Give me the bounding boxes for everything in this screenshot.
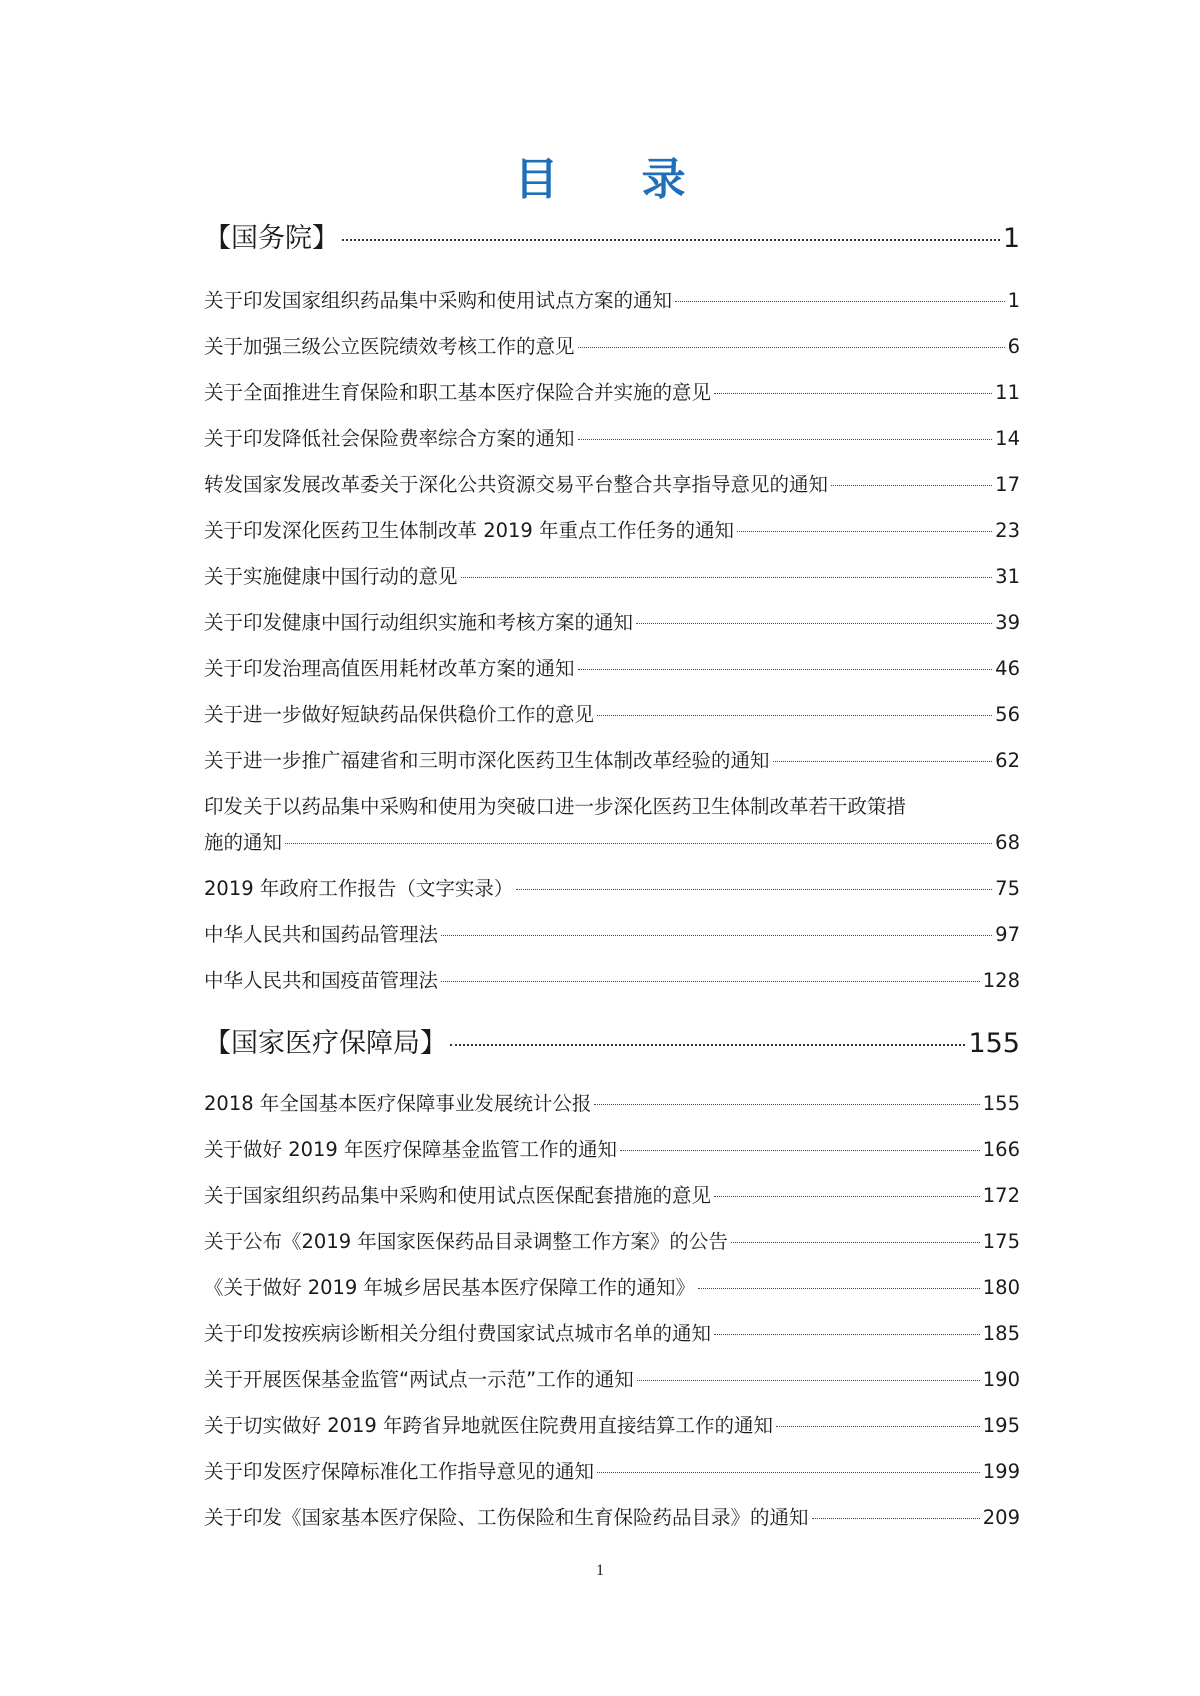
entry-page-number: 185 xyxy=(982,1322,1020,1345)
toc-entry[interactable] xyxy=(204,875,1020,903)
entry-page-number: 56 xyxy=(995,703,1020,726)
dot-leader xyxy=(441,935,992,936)
dot-leader xyxy=(285,843,992,844)
toc-entry[interactable] xyxy=(204,1504,1020,1532)
dot-leader xyxy=(578,439,993,440)
entry-title: 转发国家发展改革委关于深化公共资源交易平台整合共享指导意见的通知 xyxy=(204,473,829,496)
entry-page-number: 11 xyxy=(995,381,1020,404)
toc-entry[interactable] xyxy=(204,701,1020,729)
toc-entry[interactable] xyxy=(204,333,1020,361)
entry-title: 关于印发治理高值医用耗材改革方案的通知 xyxy=(204,657,575,680)
entry-title: 2018 年全国基本医疗保障事业发展统计公报 xyxy=(204,1092,592,1115)
dot-leader xyxy=(714,393,992,394)
dot-leader xyxy=(342,239,1000,241)
entry-page-number: 46 xyxy=(995,657,1020,680)
toc-entry[interactable] xyxy=(204,1090,1020,1118)
toc-entry[interactable] xyxy=(204,379,1020,407)
section-page-number: 155 xyxy=(968,1028,1020,1059)
dot-leader xyxy=(698,1288,980,1289)
toc-entry[interactable] xyxy=(204,1320,1020,1348)
entry-title: 关于印发按疾病诊断相关分组付费国家试点城市名单的通知 xyxy=(204,1322,712,1345)
entry-title: 施的通知 xyxy=(204,831,283,854)
entry-title: 关于印发健康中国行动组织实施和考核方案的通知 xyxy=(204,611,634,634)
entry-title: 关于印发《国家基本医疗保险、工伤保险和生育保险药品目录》的通知 xyxy=(204,1506,809,1529)
dot-leader xyxy=(461,577,993,578)
toc-entry[interactable] xyxy=(204,471,1020,499)
entry-page-number: 17 xyxy=(995,473,1020,496)
entry-page-number: 199 xyxy=(982,1460,1020,1483)
dot-leader xyxy=(637,1380,980,1381)
toc-section-heading[interactable] xyxy=(204,1027,1020,1061)
entry-page-number: 195 xyxy=(982,1414,1020,1437)
entry-title: 关于实施健康中国行动的意见 xyxy=(204,565,458,588)
entry-title: 关于印发国家组织药品集中采购和使用试点方案的通知 xyxy=(204,289,673,312)
dot-leader xyxy=(450,1044,965,1046)
dot-leader xyxy=(831,485,992,486)
toc-entry[interactable] xyxy=(204,1182,1020,1210)
toc-entry[interactable] xyxy=(204,1228,1020,1256)
section-heading-label: 【国家医疗保障局】 xyxy=(204,1028,447,1059)
entry-title: 关于印发降低社会保险费率综合方案的通知 xyxy=(204,427,575,450)
dot-leader xyxy=(594,1104,979,1105)
section-heading-label: 【国务院】 xyxy=(204,223,339,254)
entry-page-number: 166 xyxy=(982,1138,1020,1161)
entry-page-number: 6 xyxy=(1007,335,1020,358)
dot-leader xyxy=(737,531,992,532)
entry-page-number: 175 xyxy=(982,1230,1020,1253)
entry-page-number: 128 xyxy=(982,969,1020,992)
entry-page-number: 1 xyxy=(1007,289,1020,312)
toc-section-heading[interactable] xyxy=(204,222,1020,256)
entry-title: 关于进一步做好短缺药品保供稳价工作的意见 xyxy=(204,703,595,726)
toc-entry[interactable] xyxy=(204,1366,1020,1394)
dot-leader xyxy=(675,301,1005,302)
entry-page-number: 180 xyxy=(982,1276,1020,1299)
entry-page-number: 172 xyxy=(982,1184,1020,1207)
entry-title: 关于加强三级公立医院绩效考核工作的意见 xyxy=(204,335,575,358)
entry-title: 关于进一步推广福建省和三明市深化医药卫生体制改革经验的通知 xyxy=(204,749,770,772)
section-page-number: 1 xyxy=(1002,223,1020,254)
dot-leader xyxy=(636,623,992,624)
footer-page-number: 1 xyxy=(596,1562,604,1579)
entry-title: 关于开展医保基金监管“两试点一示范”工作的通知 xyxy=(204,1368,634,1391)
entry-page-number: 209 xyxy=(982,1506,1020,1529)
entry-title: 关于印发深化医药卫生体制改革 2019 年重点工作任务的通知 xyxy=(204,519,735,542)
entry-page-number: 39 xyxy=(995,611,1020,634)
toc-entry[interactable] xyxy=(204,1136,1020,1164)
dot-leader xyxy=(441,981,980,982)
entry-page-number: 97 xyxy=(995,923,1020,946)
entry-page-number: 68 xyxy=(995,831,1020,854)
entry-title: 关于印发医疗保障标准化工作指导意见的通知 xyxy=(204,1460,595,1483)
toc-entry[interactable] xyxy=(204,287,1020,315)
toc-entry[interactable] xyxy=(204,967,1020,995)
dot-leader xyxy=(597,1472,980,1473)
dot-leader xyxy=(714,1196,980,1197)
toc-entry[interactable] xyxy=(204,563,1020,591)
page-title: 目 录 xyxy=(514,154,720,205)
dot-leader xyxy=(714,1334,980,1335)
entry-title-first-line[interactable]: 印发关于以药品集中采购和使用为突破口进一步深化医药卫生体制改革若干政策措 xyxy=(204,795,907,818)
toc-entry[interactable] xyxy=(204,747,1020,775)
entry-page-number: 23 xyxy=(995,519,1020,542)
toc-entry[interactable] xyxy=(204,1458,1020,1486)
entry-title: 关于全面推进生育保险和职工基本医疗保险合并实施的意见 xyxy=(204,381,712,404)
entry-title: 关于切实做好 2019 年跨省异地就医住院费用直接结算工作的通知 xyxy=(204,1414,774,1437)
toc-entry[interactable] xyxy=(204,1274,1020,1302)
dot-leader xyxy=(578,669,993,670)
dot-leader xyxy=(578,347,1005,348)
toc-entry[interactable] xyxy=(204,517,1020,545)
entry-page-number: 155 xyxy=(982,1092,1020,1115)
dot-leader xyxy=(597,715,992,716)
entry-page-number: 62 xyxy=(995,749,1020,772)
entry-title: 《关于做好 2019 年城乡居民基本医疗保障工作的通知》 xyxy=(204,1276,696,1299)
dot-leader xyxy=(620,1150,980,1151)
entry-title: 中华人民共和国疫苗管理法 xyxy=(204,969,439,992)
entry-page-number: 75 xyxy=(995,877,1020,900)
entry-title: 中华人民共和国药品管理法 xyxy=(204,923,439,946)
entry-page-number: 14 xyxy=(995,427,1020,450)
entry-title: 关于做好 2019 年医疗保障基金监管工作的通知 xyxy=(204,1138,618,1161)
toc-entry[interactable] xyxy=(204,609,1020,637)
toc-entry[interactable] xyxy=(204,921,1020,949)
toc-entry[interactable] xyxy=(204,655,1020,683)
entry-title: 关于公布《2019 年国家医保药品目录调整工作方案》的公告 xyxy=(204,1230,728,1253)
dot-leader xyxy=(812,1518,980,1519)
entry-title: 关于国家组织药品集中采购和使用试点医保配套措施的意见 xyxy=(204,1184,712,1207)
dot-leader xyxy=(731,1242,980,1243)
entry-page-number: 190 xyxy=(982,1368,1020,1391)
toc-entry[interactable] xyxy=(204,425,1020,453)
entry-page-number: 31 xyxy=(995,565,1020,588)
dot-leader xyxy=(516,889,992,890)
dot-leader xyxy=(773,761,993,762)
toc-entry[interactable] xyxy=(204,829,1020,857)
dot-leader xyxy=(776,1426,980,1427)
entry-title: 2019 年政府工作报告（文字实录） xyxy=(204,877,514,900)
toc-entry[interactable] xyxy=(204,1412,1020,1440)
